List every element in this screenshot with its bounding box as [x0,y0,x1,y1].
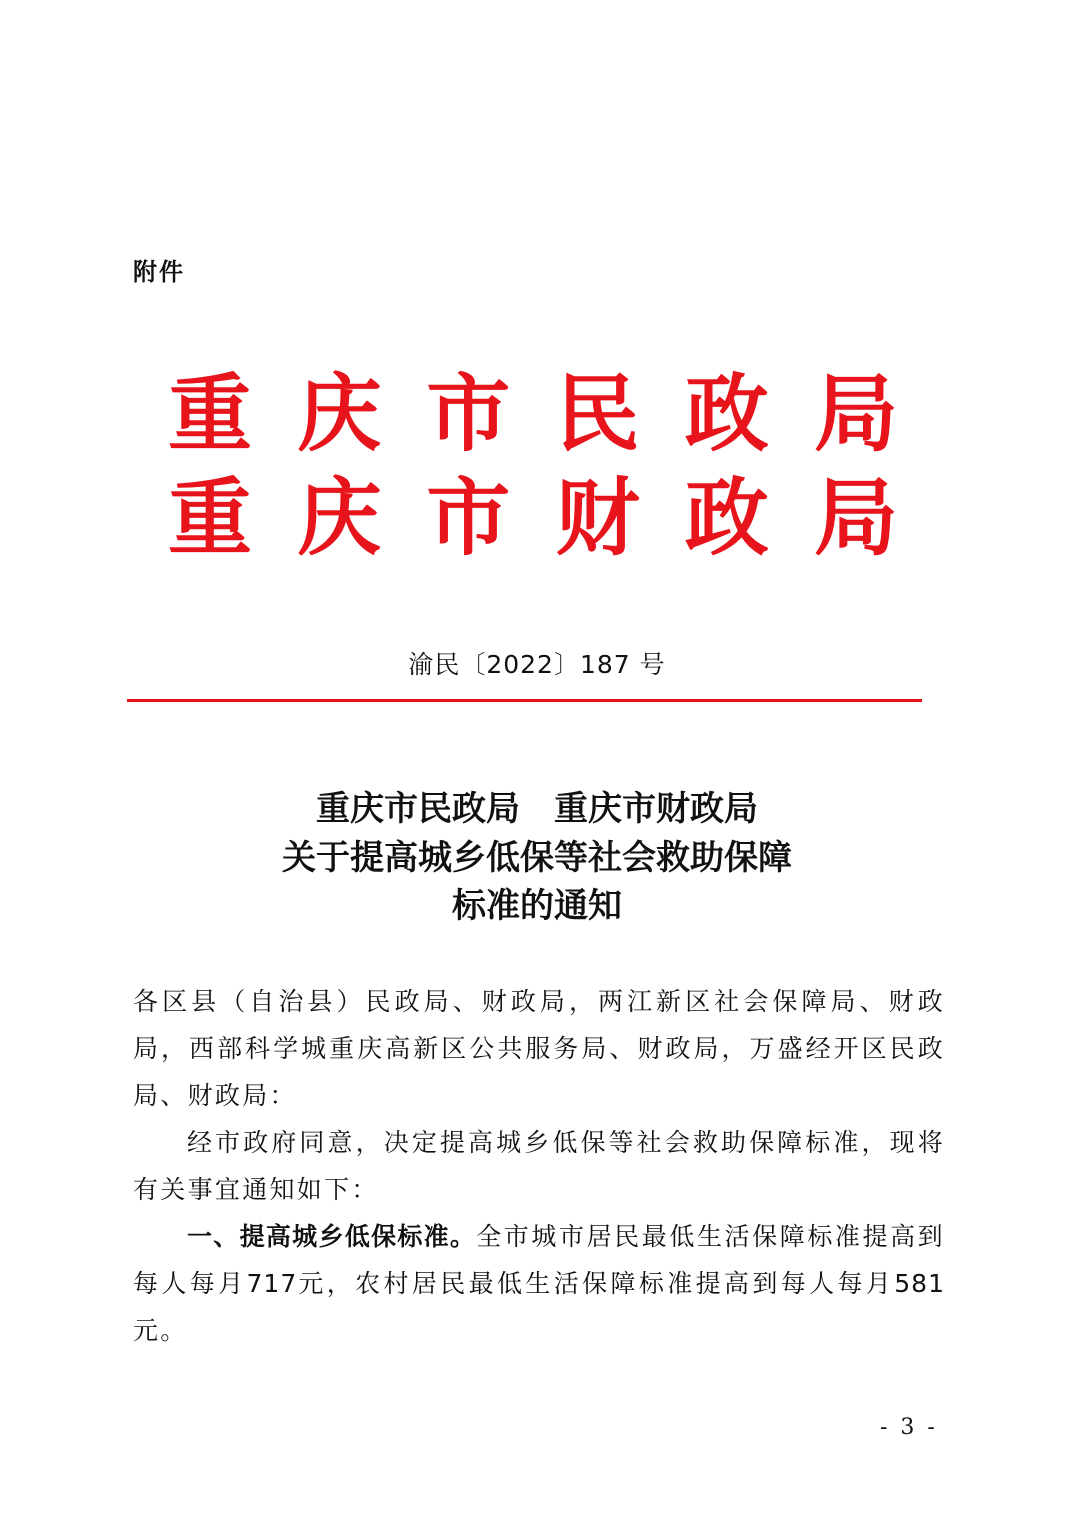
section-1-text: 全市城市居民最低生活保障标准提高到每人每月 [133,1222,945,1298]
issuer-char: 局 [813,364,898,463]
issuer-char: 局 [813,468,898,567]
issuer-line-finance [168,468,898,567]
issuer-char: 民 [555,364,640,463]
document-title-line-2: 关于提高城乡低保等社会救助保障 [282,838,792,878]
issuer-char: 庆 [297,364,382,463]
section-1-heading: 一、提高城乡低保标准。 [187,1222,477,1251]
issuer-char: 重 [168,468,253,567]
issuer-char: 市 [426,468,511,567]
issuer-char: 重 [168,364,253,463]
section-1-text: 元，农村居民最低生活保障标准提高到每人每月 [297,1269,895,1298]
document-title-line-3: 标准的通知 [452,886,622,926]
red-divider-line [127,699,922,702]
issuer-char: 财 [555,468,640,567]
rural-amount: 581 [894,1269,945,1298]
body-text [133,978,945,1354]
addressee-paragraph: 各区县（自治县）民政局、财政局，两江新区社会保障局、财政局，西部科学城重庆高新区公共服务局、财政局，万盛经开区民政局、财政局： [133,987,945,1110]
document-number: 渝民〔2022〕187 号 [408,650,666,679]
issuer-char: 市 [426,364,511,463]
section-1-text: 元。 [133,1316,188,1345]
intro-paragraph: 经市政府同意，决定提高城乡低保等社会救助保障标准，现将有关事宜通知如下： [133,1128,945,1204]
section-1-paragraph [133,1213,945,1354]
issuer-line-civil-affairs [168,364,898,463]
document-title-line-1: 重庆市民政局 重庆市财政局 [316,789,758,829]
issuer-char: 政 [684,364,769,463]
issuer-char: 庆 [297,468,382,567]
attachment-label: 附件 [133,258,185,286]
urban-amount: 717 [246,1269,298,1298]
page-number: - 3 - [880,1415,938,1440]
issuer-char: 政 [684,468,769,567]
